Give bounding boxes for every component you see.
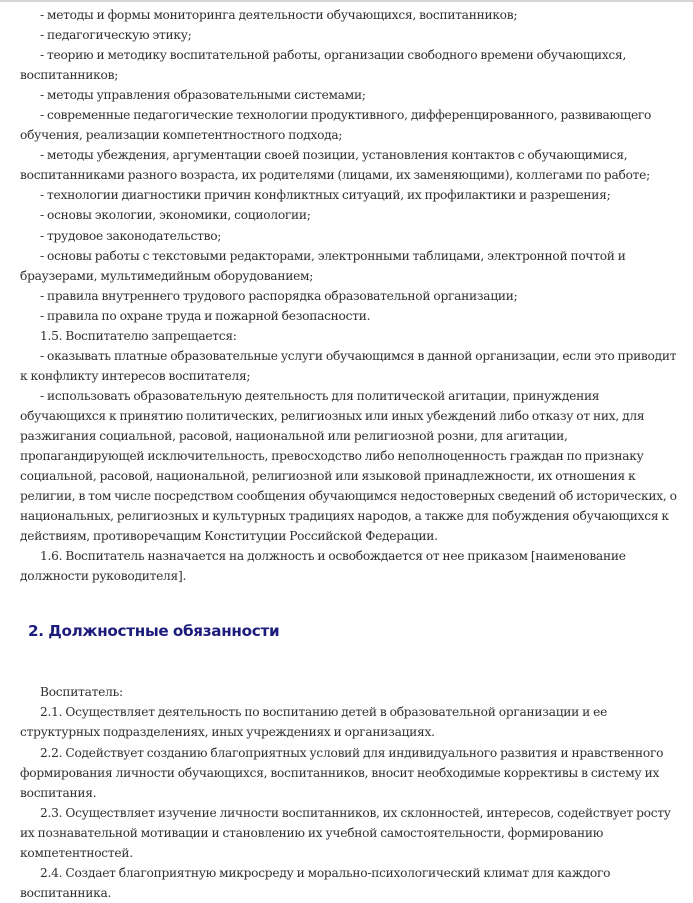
duty-clause: 2.4. Создает благоприятную микросреду и морально-психологический климат для каждого воспитанника. bbox=[20, 865, 611, 900]
section-heading-wrapper bbox=[20, 586, 680, 682]
list-item: - оказывать платные образовательные услуги обучающимся в данной организации, если это приводит к конфликту интересов воспитателя; bbox=[20, 348, 677, 383]
clause-title: 1.5. Воспитателю запрещается: bbox=[40, 328, 237, 343]
list-item: - методы и формы мониторинга деятельности обучающихся, воспитанников; bbox=[40, 8, 518, 22]
duty-clause: 2.2. Содействует созданию благоприятных условий для индивидуального развития и нравственного формирования личности обучающихся, воспитанников, вносит необходимые коррективы в систему их воспитания. bbox=[20, 745, 664, 800]
list-item: - правила по охране труда и пожарной безопасности. bbox=[40, 308, 371, 323]
document-body bbox=[0, 2, 680, 903]
list-item: - использовать образовательную деятельность для политической агитации, принуждения обучающихся к принятию политических, религиозных или иных убеждений либо отказу от них, для разжигания социальной, расовой, национальной или религиозной розни, для агитации, пропагандирующей исключительность, превосходство либо неполноценность граждан по признаку социальной, расовой, национальной, религиозной или языковой принадлежности, их отношения к религии, в том числе посредством сообщения обучающимся недостоверных сведений об исторических, о национальных, религиозных и культурных традициях народов, а также для побуждения обучающихся к действиям, противоречащим Конституции Российской Федерации. bbox=[20, 388, 677, 544]
list-item: - основы экологии, экономики, социологии; bbox=[40, 208, 311, 223]
knowledge-requirements-list bbox=[20, 2, 680, 326]
list-item: - трудовое законодательство; bbox=[40, 228, 222, 243]
duty-clause: 2.3. Осуществляет изучение личности воспитанников, их склонностей, интересов, содействует росту их познавательной мотивации и становлению их учебной самостоятельности, формированию компетентностей. bbox=[20, 805, 671, 860]
list-item: - методы убеждения, аргументации своей позиции, установления контактов с обучающимися, воспитанниками разного возраста, их родителями (лицами, их заменяющими), коллегами по работе; bbox=[20, 148, 650, 183]
clause-1-5 bbox=[20, 326, 680, 547]
list-item: - педагогическую этику; bbox=[40, 28, 192, 43]
list-item: - правила внутреннего трудового распорядка образовательной организации; bbox=[40, 288, 518, 303]
list-item: - теорию и методику воспитательной работы, организации свободного времени обучающихся, воспитанников; bbox=[20, 48, 627, 83]
list-item: - современные педагогические технологии продуктивного, дифференцированного, развивающего обучения, реализации компетентностного подхода; bbox=[20, 108, 652, 143]
list-item: - методы управления образовательными системами; bbox=[40, 88, 366, 103]
section-2-duties bbox=[20, 682, 680, 903]
section-heading: 2. Должностные обязанности bbox=[28, 622, 280, 641]
list-item: - основы работы с текстовыми редакторами, электронными таблицами, электронной почтой и браузерами, мультимедийным оборудованием; bbox=[20, 248, 626, 283]
duty-clause: 2.1. Осуществляет деятельность по воспитанию детей в образовательной организации и ее структурных подразделениях, иных учреждениях и организациях. bbox=[20, 705, 608, 740]
clause-1-6: 1.6. Воспитатель назначается на должность и освобождается от нее приказом [наименование должности руководителя]. bbox=[20, 549, 626, 584]
list-item: - технологии диагностики причин конфликтных ситуаций, их профилактики и разрешения; bbox=[40, 188, 611, 203]
section-lead: Воспитатель: bbox=[40, 685, 123, 700]
